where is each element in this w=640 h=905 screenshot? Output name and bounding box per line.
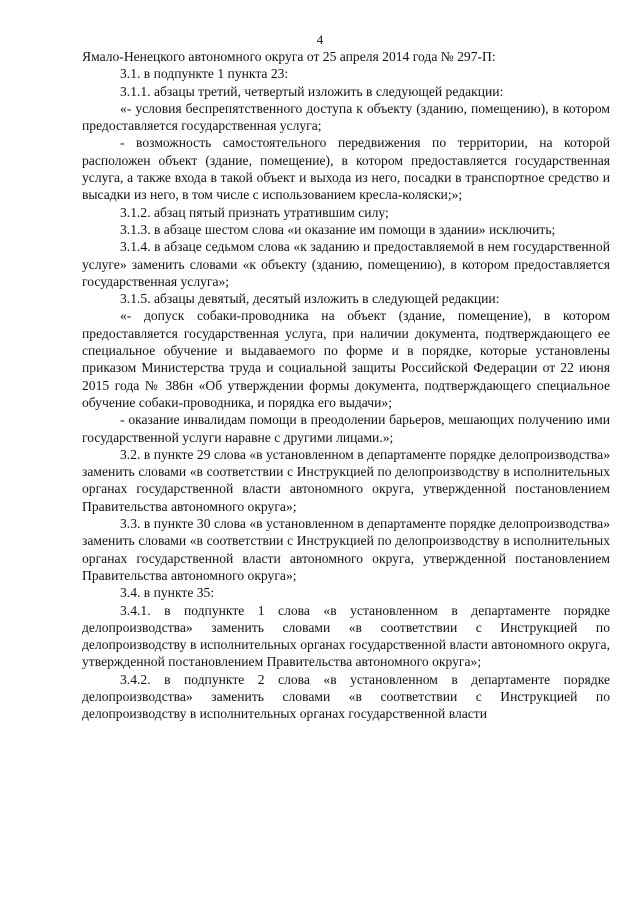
paragraph: 3.2. в пункте 29 слова «в установленном в департаменте порядке делопроизводства» заменить словами «в соответствии с Инструкцией по делопроизводству в исполнительных органах государственной власти автономного округа, утвержденной постановлением Правительства автономного округа»; [82, 446, 610, 514]
paragraph: 3.4.1. в подпункте 1 слова «в установленном в департаменте порядке делопроизводства» заменить словами «в соответствии с Инструкцией по делопроизводству в исполнительных органах государственной власти автономного округа, утвержденной постановлением Правительства автономного округа»; [82, 602, 610, 670]
paragraph: 3.1.4. в абзаце седьмом слова «к заданию и предоставляемой в нем государственной услуге» заменить словами «к объекту (зданию, помещению), в котором предоставляется государственная услуга»; [82, 239, 610, 289]
paragraph: 3.1.3. в абзаце шестом слова «и оказание им помощи в здании» исключить; [120, 221, 556, 237]
document-body [82, 48, 610, 723]
paragraph: «- условия беспрепятственного доступа к объекту (зданию, помещению), в котором предоставляется государственная услуга; [82, 100, 610, 134]
paragraph: - оказание инвалидам помощи в преодолении барьеров, мешающих получению ими государственной услуги наравне с другими лицами.»; [82, 412, 610, 445]
paragraph: 3.4.2. в подпункте 2 слова «в установленном в департаменте порядке делопроизводства» заменить словами «в соответствии с Инструкцией по делопроизводству в исполнительных органах государственной власти [82, 671, 610, 722]
paragraph: «- допуск собаки-проводника на объект (здание, помещение), в котором предоставляется государственная услуга, при наличии документа, подтверждающего ее специальное обучение и выдаваемого по форме и в порядке, которые установлены приказом Министерства труда и социальной защиты Российской Федерации от 22 июня 2015 года № 386н «Об утверждении формы документа, подтверждающего специальное обучение собаки-проводника, и порядка его выдачи»; [82, 308, 610, 410]
paragraph: - возможность самостоятельного передвижения по территории, на которой расположен объект (здание, помещение), в котором предоставляется государственная услуга, а также входа в такой объект и выхода из него, посадки в транспортное средство и высадки из него, в том числе с использованием кресла-коляски;»; [82, 135, 610, 203]
paragraph: Ямало-Ненецкого автономного округа от 25 апреля 2014 года № 297-П: [82, 49, 496, 64]
paragraph: 3.1. в подпункте 1 пункта 23: [120, 66, 289, 82]
paragraph: 3.1.5. абзацы девятый, десятый изложить в следующей редакции: [120, 291, 500, 307]
paragraph: 3.3. в пункте 30 слова «в установленном в департаменте порядке делопроизводства» заменить словами «в соответствии с Инструкцией по делопроизводству в исполнительных органах государственной власти автономного округа, утвержденной постановлением Правительства автономного округа»; [82, 516, 610, 583]
paragraph: 3.1.2. абзац пятый признать утратившим силу; [120, 204, 389, 220]
paragraph: 3.4. в пункте 35: [120, 585, 215, 601]
page-number: 4 [316, 32, 324, 47]
paragraph: 3.1.1. абзацы третий, четвертый изложить в следующей редакции: [120, 83, 504, 99]
